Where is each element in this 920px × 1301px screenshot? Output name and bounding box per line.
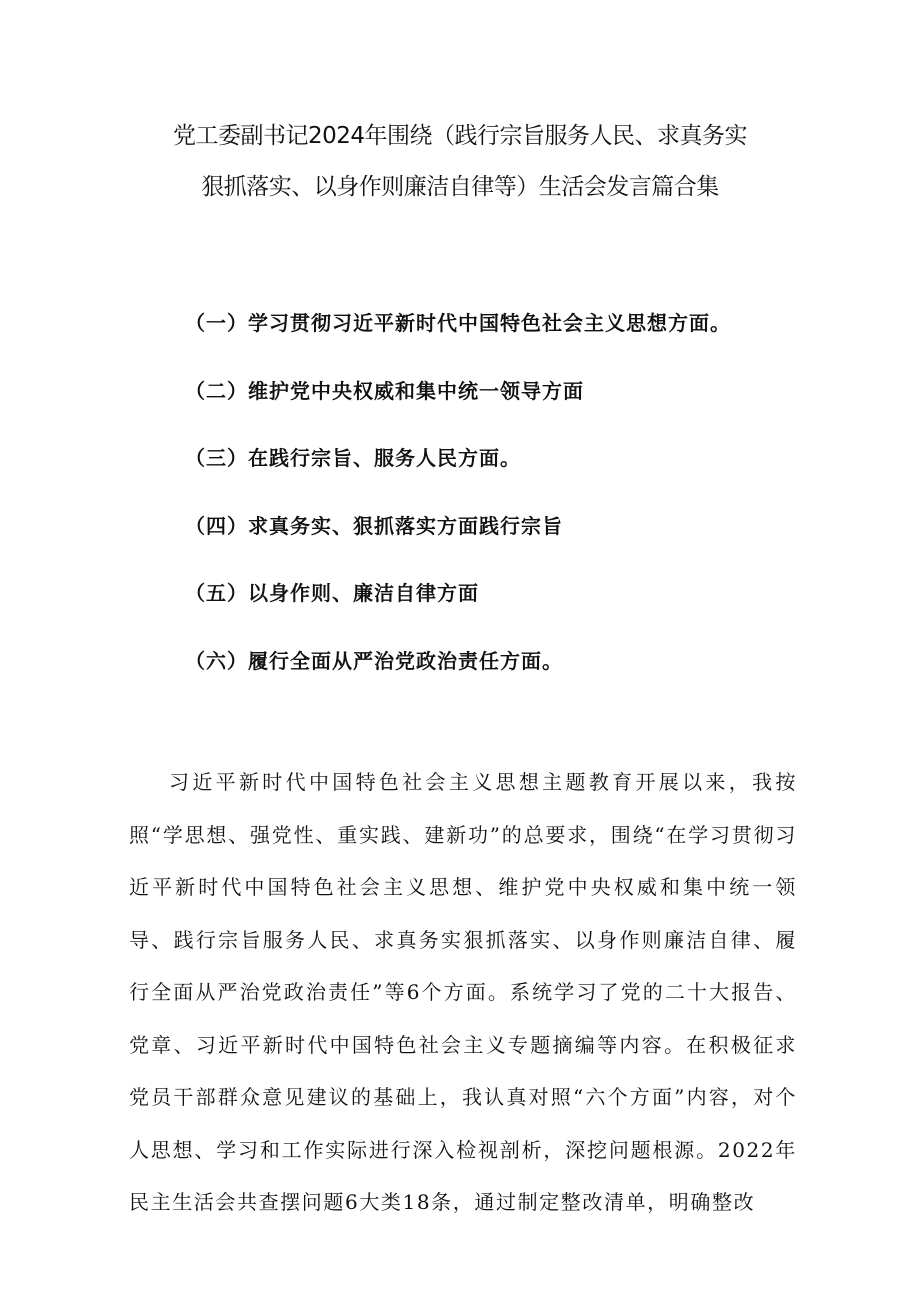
section-heading-2: （二）维护党中央权威和集中统一领导方面 (185, 378, 584, 403)
section-heading-5: （五）以身作则、廉洁自律方面 (185, 581, 479, 605)
body-paragraph: 习近平新时代中国特色社会主义思想主题教育开展以来，我按照“学思想、强党性、重实践、建新功”的总要求，围绕“在学习贯彻习近平新时代中国特色社会主义思想、维护党中央权威和集中统一领导、践行宗旨服务人民、求真务实狠抓落实、以身作则廉洁自律、履行全面从严治党政治责任”等6个方面。系统学习了党的二十大报告、党章、习近平新时代中国特色社会主义专题摘编等内容。在积极征求党员干部群众意见建议的基础上，我认真对照“六个方面”内容，对个人思想、学习和工作实际进行深入检视剖析，深挖问题根源。2022年民主生活会共查摆问题6大类18条，通过制定整改清单，明确整改 (129, 770, 797, 1214)
section-heading-1: （一）学习贯彻习近平新时代中国特色社会主义思想方面。 (185, 311, 731, 335)
section-heading-4: （四）求真务实、狠抓落实方面践行宗旨 (185, 513, 563, 538)
section-list (185, 307, 731, 712)
section-heading-6: （六）履行全面从严治党政治责任方面。 (185, 648, 563, 673)
document-title-line-1: 党工委副书记2024年围绕（践行宗旨服务人民、求真务实 (172, 123, 748, 149)
document-title-line-2: 狠抓落实、以身作则廉洁自律等）生活会发言篇合集 (201, 174, 719, 200)
section-heading-3: （三）在践行宗旨、服务人民方面。 (185, 446, 521, 470)
